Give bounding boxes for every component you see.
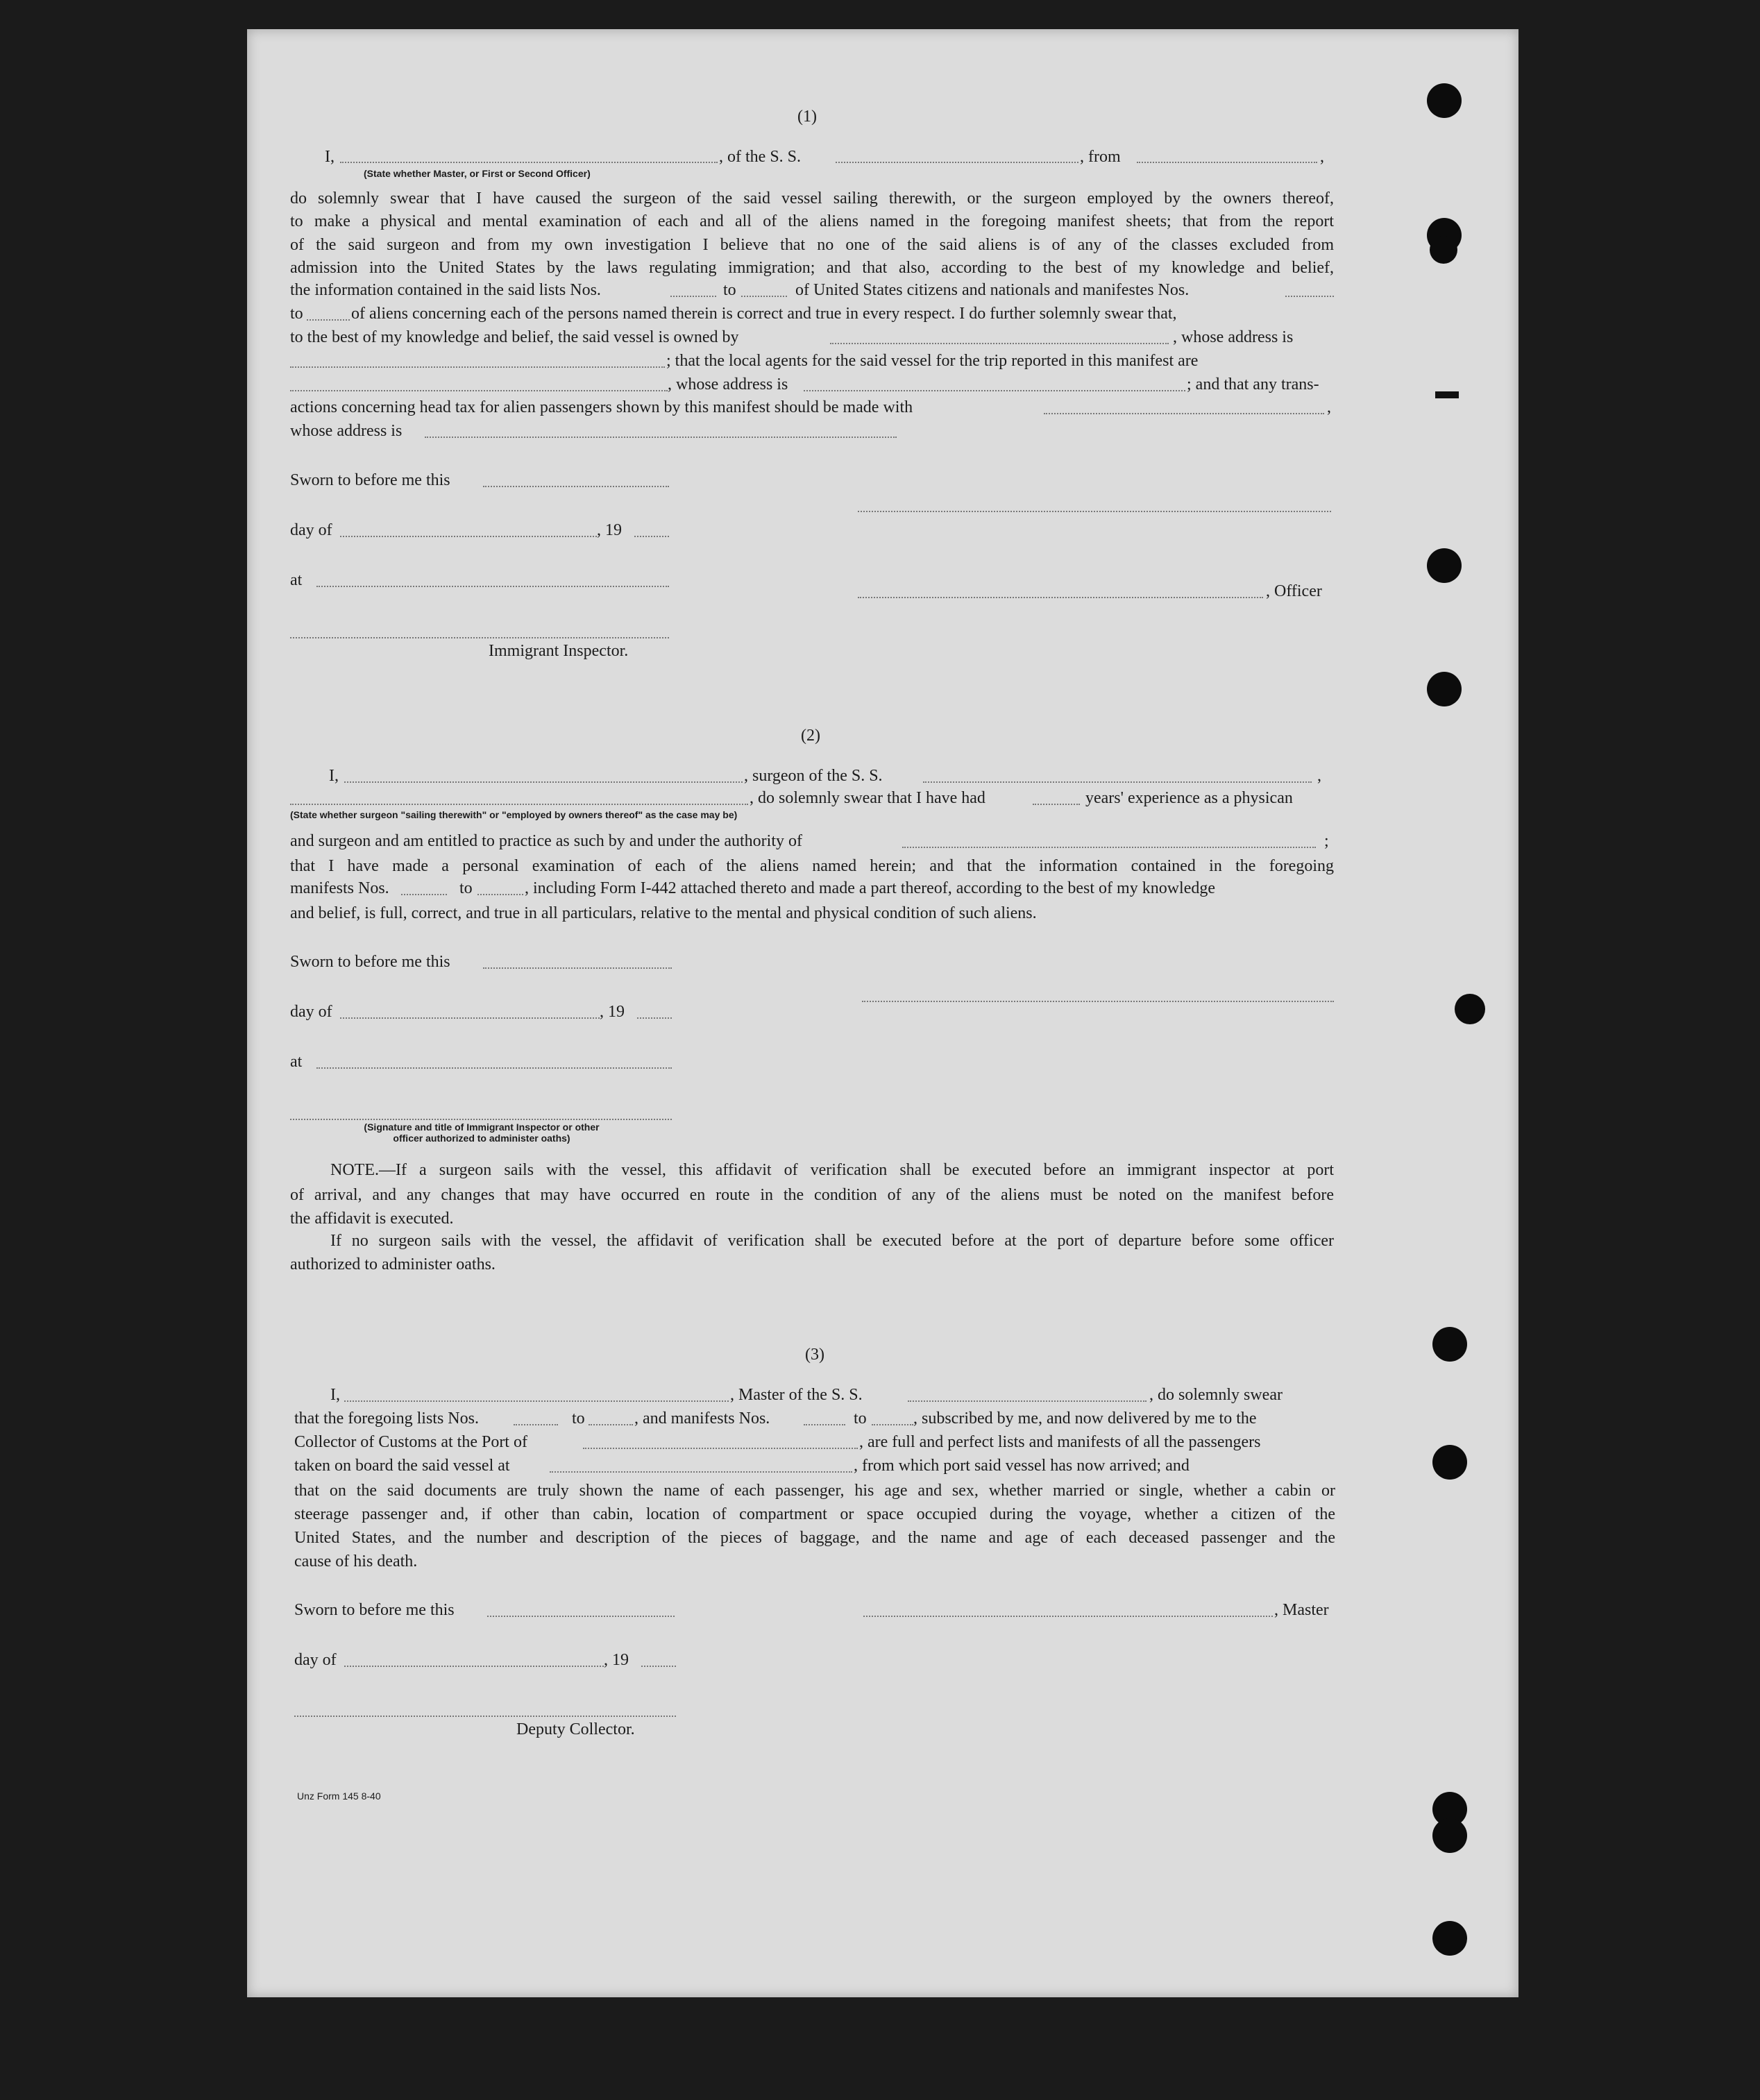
sworn-day-field[interactable] (483, 486, 669, 487)
at-label: at (290, 571, 303, 589)
section-1-body-line: do solemnly swear that I have caused the surgeon of the said vessel sailing therewith, or the surgeon employed by the owners thereof, (290, 189, 1334, 208)
inspector-signature-line[interactable] (290, 1119, 672, 1120)
taken-on-board-label: taken on board the said vessel at (294, 1457, 510, 1475)
punch-hole (1432, 1445, 1467, 1480)
section-2-caption: (State whether surgeon "sailing therewith" or "employed by owners thereof" as the case may be) (290, 809, 738, 820)
manifests-to-field[interactable] (307, 319, 350, 321)
section-3-lead: I, (330, 1386, 340, 1404)
note-line: of arrival, and any changes that may have occurred en route in the condition of any of the aliens must be noted on the manifest before (290, 1186, 1334, 1204)
vessel-name-field[interactable] (836, 162, 1078, 163)
master-label: , Master (1274, 1601, 1329, 1619)
section-3-body-line: that on the said documents are truly shown the name of each passenger, his age and sex, whether married or single, whether a cabin or (294, 1482, 1335, 1500)
punch-hole (1430, 236, 1457, 264)
authority-label: and surgeon and am entitled to practice as such by and under the authority of (290, 832, 802, 850)
owner-field[interactable] (830, 343, 1169, 344)
master-signature-line[interactable] (863, 1616, 1273, 1617)
at-field[interactable] (316, 586, 669, 587)
punch-hole (1427, 83, 1462, 118)
form-number: Unz Form 145 8-40 (297, 1790, 381, 1802)
section-3-body-line: cause of his death. (294, 1552, 418, 1570)
lists-nos-from-field[interactable] (514, 1424, 558, 1425)
punch-hole (1427, 548, 1462, 583)
signature-caption: (Signature and title of Immigrant Inspector or other (364, 1121, 600, 1133)
head-tax-line: actions concerning head tax for alien passengers shown by this manifest should be made with (290, 398, 913, 416)
sworn-day-field[interactable] (483, 967, 672, 969)
surgeon-status-field[interactable] (290, 804, 748, 805)
head-tax-address-field[interactable] (425, 437, 897, 438)
manifests-nos-field[interactable] (1285, 296, 1334, 297)
manifests-nos-to-field[interactable] (477, 894, 523, 895)
immigrant-inspector-label: Immigrant Inspector. (489, 642, 629, 660)
deputy-collector-label: Deputy Collector. (516, 1720, 635, 1738)
port-field[interactable] (583, 1448, 858, 1449)
officer-label: , Officer (1266, 582, 1322, 600)
comma: , (1327, 398, 1331, 416)
section-3-body-line: United States, and the number and description of the pieces of baggage, and the name and age of each deceased passenger and the (294, 1529, 1335, 1547)
year-label: , 19 (604, 1651, 629, 1669)
punch-hole (1432, 1921, 1467, 1956)
agent-address-label: , whose address is (668, 375, 788, 393)
lists-nos-from-field[interactable] (670, 296, 716, 297)
perfect-lists-line: , are full and perfect lists and manifests of all the passengers (859, 1433, 1261, 1451)
at-field[interactable] (316, 1067, 672, 1069)
address-label: , whose address is (1173, 328, 1294, 346)
manifests-nos-from-field[interactable] (401, 894, 447, 895)
collector-signature-line[interactable] (294, 1716, 676, 1717)
officer-signature-line[interactable] (858, 511, 1331, 512)
officer-name-field[interactable] (340, 162, 718, 163)
master-name-field[interactable] (344, 1400, 729, 1402)
manifests-nos-label: manifests Nos. (290, 879, 389, 897)
agent-address-field[interactable] (804, 390, 1185, 391)
form-i442-line: , including Form I-442 attached thereto and made a part thereof, according to the best of my knowledge (525, 879, 1216, 897)
master-ss-label: , Master of the S. S. (730, 1386, 863, 1404)
lists-nos-to-field[interactable] (589, 1424, 633, 1425)
to-label: to (854, 1409, 867, 1428)
arrived-line: , from which port said vessel has now arrived; and (854, 1457, 1190, 1475)
year-label: , 19 (600, 1003, 625, 1021)
to-label: to (572, 1409, 585, 1428)
from-label: , from (1080, 148, 1121, 166)
at-label: at (290, 1053, 303, 1071)
lists-nos-label: that the foregoing lists Nos. (294, 1409, 479, 1428)
form-page (247, 29, 1518, 1997)
day-of-label: day of (290, 521, 332, 539)
surgeon-signature-line[interactable] (862, 1001, 1334, 1002)
year-field[interactable] (637, 1017, 672, 1019)
lists-nos-to-field[interactable] (741, 296, 787, 297)
section-2-body-line: that I have made a personal examination of each of the aliens named herein; and that the information contained in the foregoing (290, 857, 1334, 875)
punch-hole (1427, 672, 1462, 706)
signature-caption: officer authorized to administer oaths) (393, 1133, 570, 1144)
departure-port-field[interactable] (550, 1471, 852, 1473)
subscribed-line: , subscribed by me, and now delivered by me to the (913, 1409, 1257, 1428)
section-1-body-line: admission into the United States by the laws regulating immigration; and that also, according to the best of my knowledge and belief, (290, 259, 1334, 277)
comma: , (1317, 767, 1321, 785)
citizens-manifests-label: of United States citizens and nationals and manifestes Nos. (795, 281, 1190, 299)
collector-port-label: Collector of Customs at the Port of (294, 1433, 527, 1451)
to-label: to (723, 281, 736, 299)
manifests-nos-to-field[interactable] (872, 1424, 913, 1425)
lists-nos-label: the information contained in the said lists Nos. (290, 281, 601, 299)
section-2-body-line: and belief, is full, correct, and true in all particulars, relative to the mental and physical condition of such aliens. (290, 904, 1037, 922)
sworn-day-field[interactable] (487, 1616, 675, 1617)
surgeon-ss-label: , surgeon of the S. S. (744, 767, 883, 785)
years-experience-field[interactable] (1033, 804, 1080, 805)
staple-mark (1435, 391, 1459, 398)
note-line: NOTE.—If a surgeon sails with the vessel, this affidavit of verification shall be executed before an immigrant inspector at port (330, 1161, 1334, 1179)
local-agents-label: ; that the local agents for the said vessel for the trip reported in this manifest are (666, 352, 1199, 370)
year-label: , 19 (597, 521, 622, 539)
officer-title-line[interactable] (858, 597, 1263, 598)
section-1-caption: (State whether Master, or First or Second Officer) (364, 168, 591, 179)
note-line: authorized to administer oaths. (290, 1255, 496, 1273)
punch-hole (1432, 1818, 1467, 1853)
sworn-label: Sworn to before me this (290, 471, 450, 489)
note-line: If no surgeon sails with the vessel, the affidavit of verification shall be executed before at the port of departure before some officer (330, 1232, 1334, 1250)
section-3-number: (3) (805, 1346, 824, 1364)
swear-label: , do solemnly swear that I have had (750, 789, 985, 807)
agents-field[interactable] (290, 390, 668, 391)
surgeon-vessel-field[interactable] (923, 781, 1312, 783)
from-port-field[interactable] (1137, 162, 1317, 163)
note-line: the affidavit is executed. (290, 1210, 454, 1228)
of-ss-label: , of the S. S. (719, 148, 802, 166)
owned-by-label: to the best of my knowledge and belief, the said vessel is owned by (290, 328, 739, 346)
years-experience-label: years' experience as a physican (1085, 789, 1293, 807)
swear-label: , do solemnly swear (1149, 1386, 1283, 1404)
year-field[interactable] (641, 1666, 676, 1667)
head-tax-label: ; and that any trans- (1187, 375, 1319, 393)
section-3-body-line: steerage passenger and, if other than cabin, location of compartment or space occupied during the voyage, whether a citizen of the (294, 1505, 1335, 1523)
section-1-lead: I, (325, 148, 335, 166)
manifests-nos-from-field[interactable] (804, 1424, 845, 1425)
inspector-signature-line[interactable] (290, 637, 669, 638)
day-of-field[interactable] (344, 1666, 604, 1667)
owner-address-field[interactable] (290, 366, 665, 368)
section-1-number: (1) (797, 108, 817, 126)
punch-hole (1455, 994, 1485, 1024)
comma: , (1320, 148, 1324, 166)
semicolon: ; (1324, 832, 1329, 850)
manifests-nos-label: , and manifests Nos. (634, 1409, 770, 1428)
sworn-label: Sworn to before me this (294, 1601, 455, 1619)
sworn-label: Sworn to before me this (290, 953, 450, 971)
section-2-number: (2) (801, 727, 820, 745)
master-vessel-field[interactable] (908, 1400, 1146, 1402)
section-1-body-line: of aliens concerning each of the persons named therein is correct and true in every respect. I do further solemnly swear that, (351, 305, 1177, 323)
section-1-body-line: to make a physical and mental examination of each and all of the aliens named in the foregoing manifest sheets; that from the report (290, 212, 1334, 230)
section-1-body-line: of the said surgeon and from my own investigation I believe that no one of the said aliens is of any of the classes excluded from (290, 236, 1334, 254)
year-field[interactable] (634, 536, 669, 537)
day-of-label: day of (290, 1003, 332, 1021)
day-of-field[interactable] (340, 536, 597, 537)
to-label: to (290, 305, 303, 323)
surgeon-name-field[interactable] (344, 781, 743, 783)
to-label: to (459, 879, 473, 897)
punch-hole (1432, 1327, 1467, 1362)
whose-address-label: whose address is (290, 422, 403, 440)
day-of-field[interactable] (340, 1017, 600, 1019)
head-tax-party-field[interactable] (1044, 413, 1324, 414)
section-2-lead: I, (329, 767, 339, 785)
day-of-label: day of (294, 1651, 337, 1669)
authority-field[interactable] (902, 847, 1316, 848)
